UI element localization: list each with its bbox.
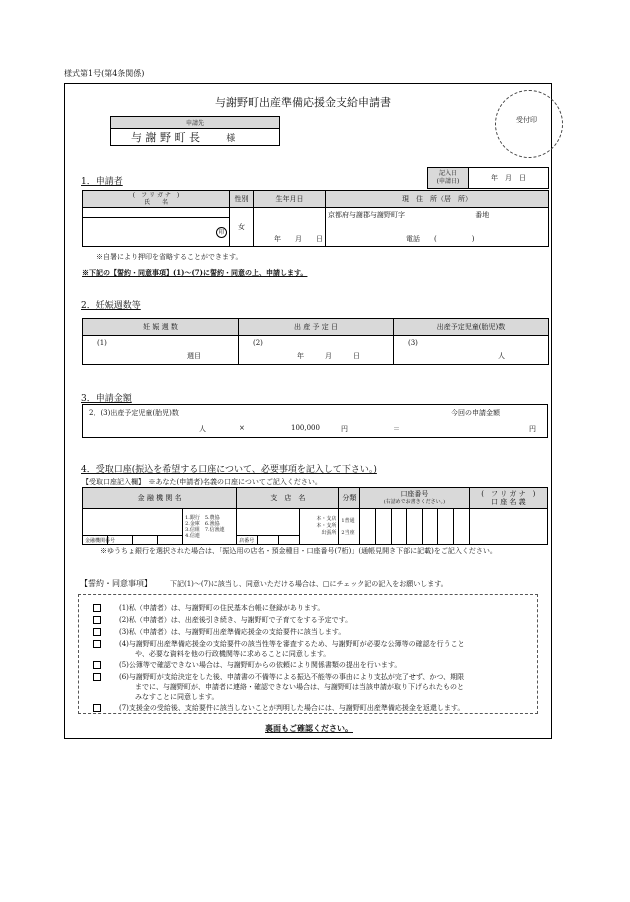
- name-header: [83, 191, 230, 208]
- account-digit-1[interactable]: [360, 509, 376, 545]
- recipient-name-cell: [111, 129, 280, 146]
- consent-note: ※下記の【誓約・同意事項】(1)～(7)に誓約・同意の上、申請します。: [82, 268, 308, 277]
- equals-sign: ＝: [393, 425, 400, 433]
- times-sign: ×: [239, 424, 245, 432]
- account-digit-3[interactable]: [391, 509, 407, 545]
- unit-amount: 100,000: [291, 424, 320, 432]
- form-title: 与謝野町出産準備応援金支給申請書: [215, 96, 391, 109]
- consent-instruction: 下記(1)～(7)に該当し、同意いただける場合は、□にチェック記の記入をお願いします。: [170, 580, 448, 588]
- consent-checkbox-1[interactable]: [93, 604, 101, 612]
- phone-field[interactable]: 電話 ( ): [406, 235, 475, 243]
- back-page-note: 裏面もご確認ください。: [265, 723, 353, 733]
- holder-label: 口 座 名 義: [490, 498, 526, 506]
- account-type-header: 分類: [339, 488, 360, 509]
- account-digit-7[interactable]: [454, 509, 470, 545]
- seal-icon: 印: [216, 227, 227, 238]
- amount-right-label: 今回の申請金額: [451, 409, 500, 417]
- consent-item-7: (7)支援金の受給後、支給要件に該当しないことが判明した場合には、与謝野町出産準備応援金を返還します。: [119, 704, 465, 712]
- date-label: 記入日 (申請日): [428, 168, 469, 189]
- stamp-label: 受付印: [516, 116, 537, 124]
- seal-note: ※自署により押印を省略することができます。: [96, 253, 243, 261]
- account-number-label: 口座番号: [400, 490, 429, 498]
- address-field[interactable]: [326, 208, 549, 247]
- account-digit-5[interactable]: [422, 509, 438, 545]
- amount-left-label: 2．(3)出産予定児童(胎児)数: [89, 409, 179, 417]
- consent-item-2: (2)私（申請者）は、出産後引き続き、与謝野町で子育てをする予定です。: [119, 616, 353, 624]
- dob-header: 生年月日: [254, 191, 326, 208]
- furigana-label: ( フ リ ガ ナ ): [132, 192, 180, 199]
- consent-checkbox-7[interactable]: [93, 704, 101, 712]
- branch-code-digit-2[interactable]: [278, 536, 299, 545]
- fetus-count-number: (3): [408, 339, 418, 347]
- branch-name-header: 支 店 名: [237, 488, 339, 509]
- reception-stamp-area: [495, 90, 563, 158]
- name-field[interactable]: [83, 218, 230, 247]
- weeks-field[interactable]: [83, 336, 239, 365]
- consent-item-5: (5)公簿等で確認できない場合は、与謝野町からの依頼により関係書類の提出を行います。: [119, 661, 402, 669]
- branch-code-digit-1[interactable]: [258, 536, 279, 545]
- fetus-count-header: 出産予定児童(胎児)数: [394, 319, 549, 336]
- recipient-name: 与 謝 野 町 長: [131, 131, 200, 144]
- fetus-count-unit: 人: [498, 352, 505, 360]
- yen-unit-1: 円: [341, 425, 348, 433]
- consent-checkbox-6[interactable]: [93, 673, 101, 681]
- bank-account-table: [82, 487, 548, 545]
- consent-item-6-cont2: みなすことに同意します。: [135, 693, 219, 701]
- due-date-number: (2): [253, 339, 263, 347]
- section1-heading: 1．申請者: [81, 177, 123, 187]
- bank-type-options[interactable]: 1.銀行 5.農協 2.金庫 6.漁協 3.信組 7.信漁連 4.信連: [183, 509, 237, 545]
- section4-heading: 4．受取口座(振込を希望する口座について、必要事項を記入して下さい。): [81, 465, 377, 475]
- furigana-field[interactable]: [83, 208, 230, 218]
- gender-value: 女: [230, 208, 254, 247]
- consent-checkbox-3[interactable]: [93, 628, 101, 636]
- account-number-header: [360, 488, 469, 509]
- bank-code-label: 金融機関番号: [83, 536, 108, 545]
- bank-name-header: 金 融 機 関 名: [83, 488, 237, 509]
- weeks-unit: 週目: [187, 352, 201, 360]
- consent-checkbox-5[interactable]: [93, 661, 101, 669]
- yucho-note: ※ゆうちょ銀行を選択された場合は、「振込用の店名・預金種目・口座番号(7桁)」(通帳見開き下部に記載)をご記入ください。: [100, 547, 497, 555]
- consent-item-6: (6)与謝野町が支給決定をした後、申請書の不備等による振込不能等の事由により支払が完了せず、かつ、期限: [119, 673, 465, 681]
- recipient-box: [110, 116, 280, 146]
- amount-table: [82, 404, 548, 438]
- branch-code-label: 店番号: [237, 536, 258, 545]
- pregnancy-table: [82, 318, 549, 365]
- branch-name-field[interactable]: [237, 509, 300, 536]
- consent-item-4: (4)与謝野町出産準備応援金の支給要件の該当性等を審査するため、与謝野町が必要な公簿等の確認を行うこと: [119, 640, 465, 648]
- account-digit-4[interactable]: [407, 509, 423, 545]
- due-date-field[interactable]: [239, 336, 394, 365]
- account-subheading: 【受取口座記入欄】 ※あなた(申請者)名義の口座についてご記入ください。: [82, 478, 322, 486]
- date-value[interactable]: 年 月 日: [469, 168, 549, 189]
- gender-header: 性別: [230, 191, 254, 208]
- holder-kana-label: ( フ リ ガ ナ ): [481, 490, 536, 498]
- holder-field[interactable]: [469, 509, 547, 545]
- amount-row: [83, 405, 548, 438]
- section3-heading: 3．申請金額: [81, 394, 132, 404]
- name-label: 氏 名: [143, 199, 168, 206]
- bank-code-digit-3[interactable]: [158, 536, 183, 545]
- fetus-count-field[interactable]: [394, 336, 549, 365]
- recipient-label: 申請先: [111, 117, 280, 129]
- consent-item-6-cont1: までに、与謝野町が、申請者に連絡・確認できない場合は、与謝野町は当該申請が取り下げられたものと: [135, 683, 464, 691]
- address-suffix: 番地: [475, 211, 490, 219]
- consent-checkbox-2[interactable]: [93, 616, 101, 624]
- account-digit-2[interactable]: [375, 509, 391, 545]
- due-date-header: 出 産 予 定 日: [239, 319, 394, 336]
- consent-heading: 【誓約・同意事項】: [80, 579, 152, 588]
- address-prefix: 京都府与謝郡与謝野町字: [328, 211, 405, 219]
- applicant-table: [82, 190, 549, 247]
- consent-checkbox-4[interactable]: [93, 640, 101, 648]
- bank-code-digit-2[interactable]: [133, 536, 158, 545]
- account-digit-6[interactable]: [438, 509, 454, 545]
- application-date-box: [427, 167, 549, 189]
- consent-item-4-cont: や、必要な資料を他の行政機関等に求めることに同意します。: [135, 650, 331, 658]
- weeks-header: 妊 娠 週 数: [83, 319, 239, 336]
- consent-item-1: (1)私（申請者）は、与謝野町の住民基本台帳に登録があります。: [119, 604, 325, 612]
- due-date-unit: 年 月 日: [297, 352, 360, 360]
- bank-name-field[interactable]: [83, 509, 183, 536]
- section2-heading: 2．妊娠週数等: [81, 301, 141, 311]
- person-unit: 人: [199, 425, 206, 433]
- consent-item-3: (3)私（申請者）は、与謝野町出産準備応援金の支給要件に該当します。: [119, 628, 346, 636]
- recipient-suffix: 様: [226, 134, 236, 144]
- form-number: 様式第1号(第4条関係): [64, 69, 145, 78]
- dob-field[interactable]: 年 月 日: [254, 208, 326, 247]
- account-type-options[interactable]: 1普通 2当座: [339, 509, 360, 545]
- weeks-number: (1): [97, 339, 107, 347]
- yen-unit-2: 円: [529, 425, 536, 433]
- consent-box: [78, 594, 538, 714]
- holder-header: [469, 488, 547, 509]
- address-header: 現 住 所（居 所）: [326, 191, 549, 208]
- account-number-sub: (右詰めでお書きください。): [383, 499, 446, 505]
- branch-type-options[interactable]: 本・支店 本・支所 出張所: [299, 509, 339, 545]
